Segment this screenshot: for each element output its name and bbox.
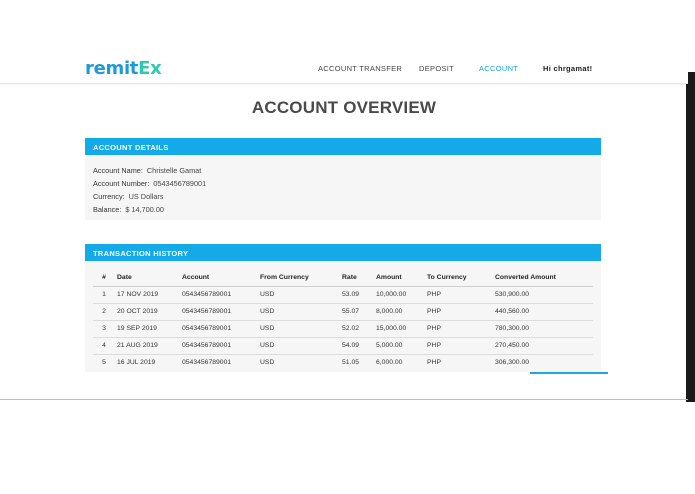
table-cell: 53.09 bbox=[340, 286, 374, 303]
table-cell: PHP bbox=[425, 320, 493, 337]
account-number-value: 0543456789001 bbox=[153, 179, 207, 188]
currency-value: US Dollars bbox=[128, 192, 164, 201]
column-header: Amount bbox=[374, 270, 425, 286]
column-header: Account bbox=[180, 270, 258, 286]
table-cell: 20 OCT 2019 bbox=[115, 303, 180, 320]
table-row bbox=[93, 320, 593, 337]
nav-deposit[interactable]: DEPOSIT bbox=[419, 64, 455, 73]
table-cell: USD bbox=[260, 359, 275, 367]
top-navbar bbox=[0, 48, 688, 84]
account-name-value: Christelle Gamat bbox=[146, 166, 202, 175]
column-header: Rate bbox=[340, 270, 374, 286]
transaction-history-card bbox=[85, 244, 601, 372]
table-cell: USD bbox=[258, 320, 340, 337]
table-cell: 306,300.00 bbox=[495, 359, 530, 367]
bottom-divider bbox=[0, 399, 688, 400]
table-cell: 0543456789001 bbox=[180, 286, 258, 303]
table-cell: 0543456789001 bbox=[180, 337, 258, 354]
nav-account-transfer[interactable]: ACCOUNT TRANSFER bbox=[318, 64, 403, 73]
account-name-row bbox=[93, 166, 201, 175]
table-cell: 52.02 bbox=[340, 320, 374, 337]
account-number-row bbox=[93, 179, 206, 188]
column-header: Date bbox=[115, 270, 180, 286]
table-row bbox=[93, 337, 593, 354]
table-cell: 21 AUG 2019 bbox=[115, 337, 180, 354]
table-cell: 10,000.00 bbox=[374, 286, 425, 303]
table-cell: 19 SEP 2019 bbox=[115, 320, 180, 337]
table-row bbox=[93, 303, 593, 320]
table-cell: 0543456789001 bbox=[180, 303, 258, 320]
table-cell: PHP bbox=[427, 359, 441, 367]
nav-account[interactable]: ACCOUNT bbox=[479, 64, 519, 73]
account-number-label: Account Number: bbox=[93, 179, 150, 188]
logo-part-remit: remit bbox=[85, 58, 139, 79]
column-header: Converted Amount bbox=[493, 270, 593, 286]
table-cell: PHP bbox=[425, 303, 493, 320]
table-cell: 51.05 bbox=[342, 359, 360, 367]
table-cell: USD bbox=[258, 303, 340, 320]
page-title: ACCOUNT OVERVIEW bbox=[251, 98, 437, 117]
balance-value: $ 14,700.00 bbox=[125, 205, 164, 214]
account-name-label: Account Name: bbox=[93, 166, 143, 175]
currency-row bbox=[93, 192, 164, 201]
column-header: From Currency bbox=[258, 270, 340, 286]
currency-label: Currency: bbox=[93, 192, 125, 201]
table-cell: 530,900.00 bbox=[493, 286, 593, 303]
scroll-indicator bbox=[530, 372, 608, 374]
table-cell: 4 bbox=[93, 337, 115, 354]
logo[interactable] bbox=[85, 58, 161, 79]
table-cell: 5 bbox=[102, 359, 106, 367]
column-header: # bbox=[93, 270, 115, 286]
table-cell: 0543456789001 bbox=[182, 359, 232, 367]
table-cell: 440,560.00 bbox=[493, 303, 593, 320]
user-greeting[interactable]: Hi chrgamat! bbox=[543, 64, 593, 73]
table-cell: 55.07 bbox=[340, 303, 374, 320]
balance-label: Balance: bbox=[93, 205, 122, 214]
table-cell: 16 JUL 2019 bbox=[117, 359, 156, 367]
table-cell: PHP bbox=[425, 286, 493, 303]
table-cell: 17 NOV 2019 bbox=[115, 286, 180, 303]
account-details-card bbox=[85, 138, 601, 220]
table-cell: 8,000.00 bbox=[374, 303, 425, 320]
account-details-heading: ACCOUNT DETAILS bbox=[85, 138, 601, 155]
table-cell: 54.09 bbox=[340, 337, 374, 354]
logo-part-ex: Ex bbox=[138, 58, 162, 79]
window-edge-bar bbox=[686, 72, 695, 402]
table-cell: 3 bbox=[93, 320, 115, 337]
table-cell: 2 bbox=[93, 303, 115, 320]
table-cell: PHP bbox=[425, 337, 493, 354]
table-cell: 0543456789001 bbox=[180, 320, 258, 337]
table-row bbox=[93, 286, 593, 303]
table-cell: 15,000.00 bbox=[374, 320, 425, 337]
transaction-history-heading: TRANSACTION HISTORY bbox=[85, 244, 601, 261]
table-cell: 270,450.00 bbox=[493, 337, 593, 354]
table-cell: USD bbox=[258, 286, 340, 303]
table-cell: 5,000.00 bbox=[374, 337, 425, 354]
table-cell: 1 bbox=[93, 286, 115, 303]
table-cell: 780,300.00 bbox=[493, 320, 593, 337]
balance-row bbox=[93, 205, 164, 214]
table-cell: USD bbox=[258, 337, 340, 354]
table-cell: 6,000.00 bbox=[376, 359, 403, 367]
column-header: To Currency bbox=[425, 270, 493, 286]
table-row bbox=[93, 354, 593, 371]
transaction-table bbox=[93, 270, 593, 371]
table-header-row bbox=[93, 270, 593, 286]
